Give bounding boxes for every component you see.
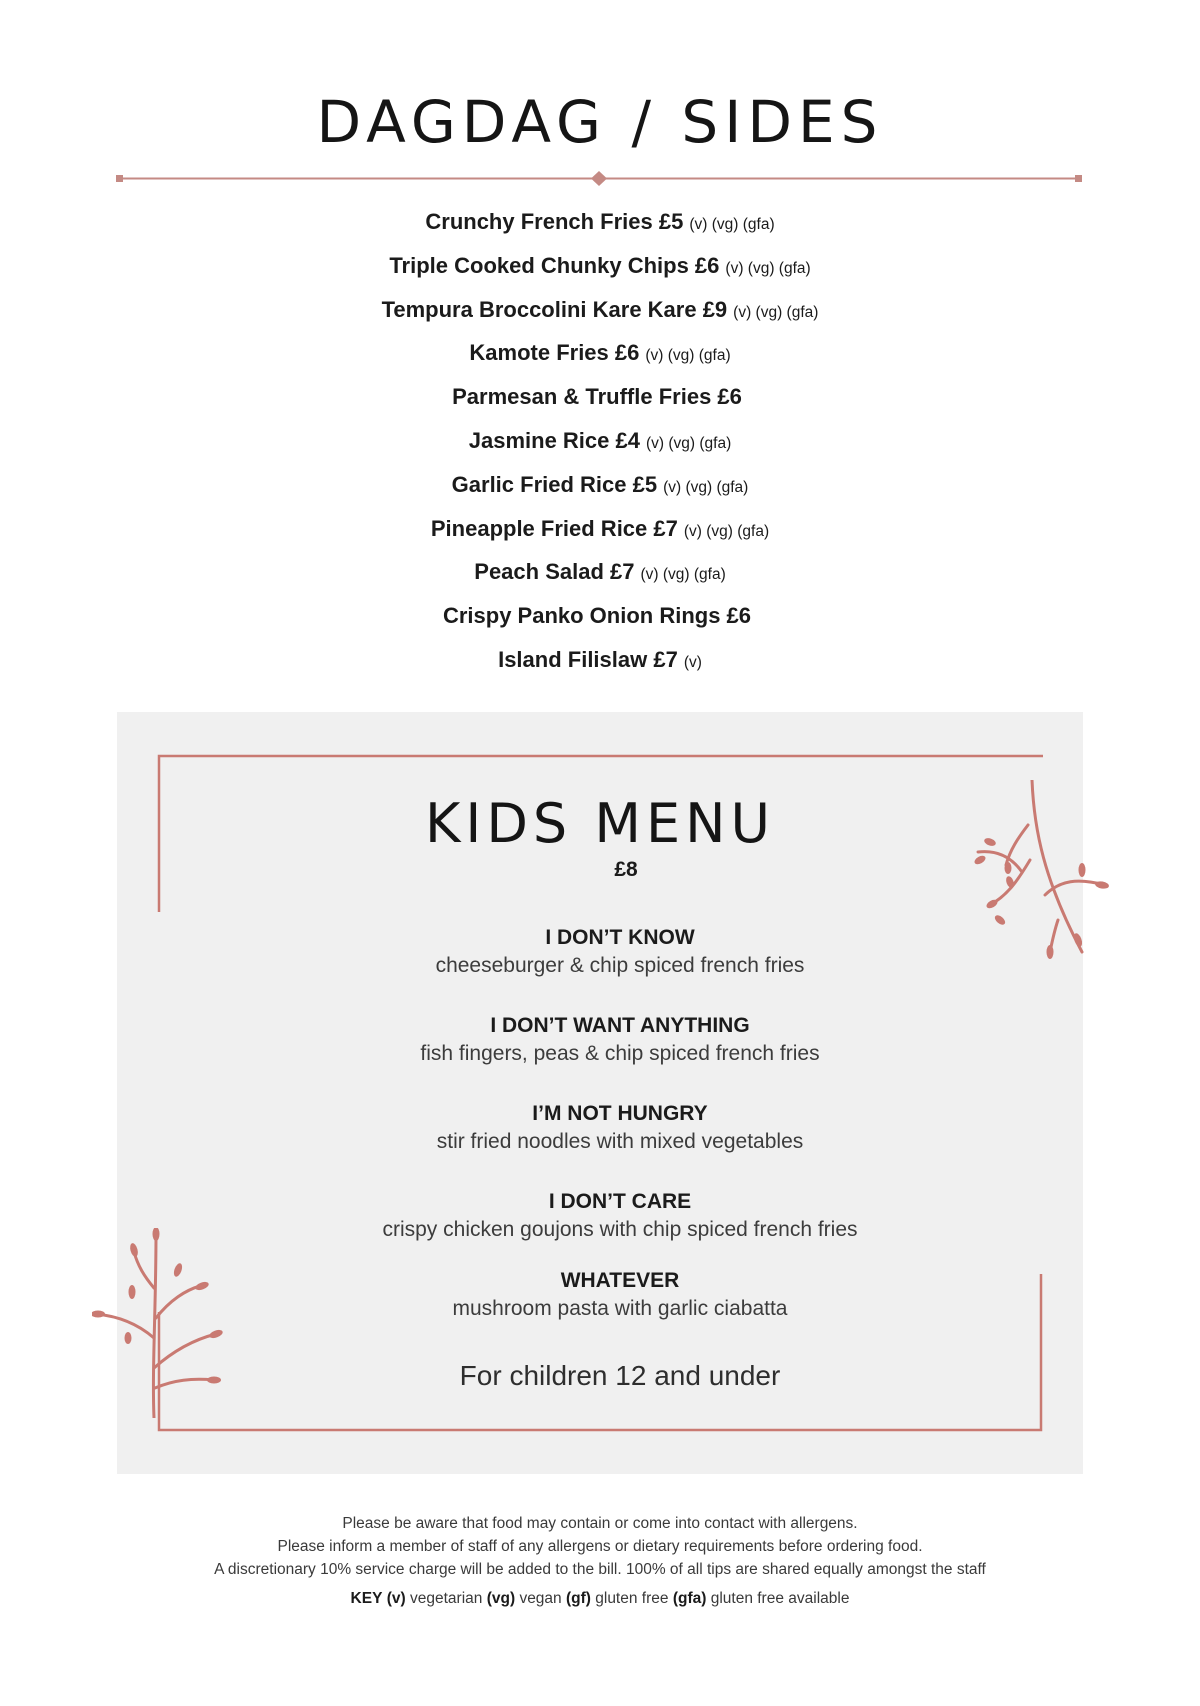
sides-list	[0, 200, 1200, 682]
kids-item-name: I DON’T WANT ANYTHING	[490, 1014, 750, 1037]
side-item	[0, 200, 1200, 244]
kids-item	[0, 1012, 1200, 1067]
side-item-name: Pineapple Fried Rice £7	[430, 515, 678, 541]
side-item-name: Parmesan & Truffle Fries £6	[452, 384, 742, 410]
side-item	[0, 288, 1200, 332]
kids-item	[0, 924, 1200, 979]
kids-item-desc: cheeseburger & chip spiced french fries	[435, 954, 805, 977]
side-item	[0, 463, 1200, 507]
footer-line: A discretionary 10% service charge will be added to the bill. 100% of all tips are shared equally amongst the staff	[214, 1561, 986, 1578]
side-item	[0, 419, 1200, 463]
kids-item-desc: fish fingers, peas & chip spiced french fries	[420, 1042, 820, 1065]
side-item-tags: (v) (vg) (gfa)	[645, 347, 731, 365]
side-item-name: Crunchy French Fries £5	[425, 209, 684, 234]
sides-title: DAGDAG / SIDES	[316, 88, 884, 156]
side-item-name: Peach Salad £7	[474, 559, 635, 585]
side-item-name: Kamote Fries £6	[469, 340, 640, 366]
footer-line: Please be aware that food may contain or come into contact with allergens.	[342, 1515, 858, 1532]
kids-item	[0, 1100, 1200, 1155]
kids-item	[0, 1267, 1200, 1322]
side-item	[0, 244, 1200, 288]
kids-menu-title: KIDS MENU	[425, 792, 775, 855]
kids-item-desc: crispy chicken goujons with chip spiced french fries	[382, 1218, 858, 1241]
key-vg: (vg)	[486, 1590, 516, 1607]
side-item	[0, 331, 1200, 375]
side-item	[0, 375, 1200, 419]
key-gf: (gf)	[565, 1590, 591, 1607]
allergen-footer	[0, 1512, 1200, 1608]
kids-item-desc: stir fried noodles with mixed vegetables	[436, 1130, 804, 1153]
kids-item-name: I DON’T KNOW	[545, 926, 695, 949]
side-item	[0, 507, 1200, 551]
kids-item-name: I’M NOT HUNGRY	[532, 1102, 708, 1125]
dietary-key	[0, 1590, 1200, 1608]
side-item-tags: (v) (vg) (gfa)	[689, 216, 775, 233]
side-item-name: Crispy Panko Onion Rings £6	[442, 603, 752, 629]
side-item	[0, 594, 1200, 638]
key-gfa-text: gluten free available	[710, 1590, 850, 1607]
footer-line: Please inform a member of staff of any allergens or dietary requirements before ordering food.	[277, 1538, 923, 1555]
side-item-tags: (v) (vg) (gfa)	[663, 478, 749, 496]
kids-item-name: WHATEVER	[560, 1269, 680, 1292]
key-v-text: vegetarian	[410, 1590, 483, 1607]
key-gfa: (gfa)	[672, 1590, 707, 1607]
kids-item-desc: mushroom pasta with garlic ciabatta	[452, 1297, 788, 1320]
kids-item-name: I DON’T CARE	[548, 1190, 692, 1213]
kids-item	[0, 1188, 1200, 1243]
side-item	[0, 638, 1200, 682]
side-item-name: Jasmine Rice £4	[468, 427, 640, 453]
side-item-tags: (v) (vg) (gfa)	[645, 434, 732, 452]
side-item-name: Tempura Broccolini Kare Kare £9	[381, 296, 728, 322]
side-item-name: Island Filislaw £7	[498, 646, 678, 672]
kids-menu-price: £8	[614, 858, 638, 881]
side-item-name: Garlic Fried Rice £5	[451, 471, 658, 497]
side-item-tags: (v) (vg) (gfa)	[725, 259, 811, 277]
key-v: (v)	[386, 1590, 406, 1607]
key-vg-text: vegan	[519, 1590, 562, 1607]
side-item	[0, 550, 1200, 594]
side-item-tags: (v) (vg) (gfa)	[683, 522, 770, 540]
kids-age-note: For children 12 and under	[459, 1360, 781, 1391]
key-label: KEY	[350, 1590, 383, 1607]
key-gf-text: gluten free	[595, 1590, 669, 1607]
side-item-name: Triple Cooked Chunky Chips £6	[389, 252, 720, 278]
side-item-tags: (v)	[683, 653, 702, 671]
side-item-tags: (v) (vg) (gfa)	[640, 566, 726, 584]
diamond-divider-icon	[116, 170, 1082, 186]
side-item-tags: (v) (vg) (gfa)	[733, 303, 819, 321]
